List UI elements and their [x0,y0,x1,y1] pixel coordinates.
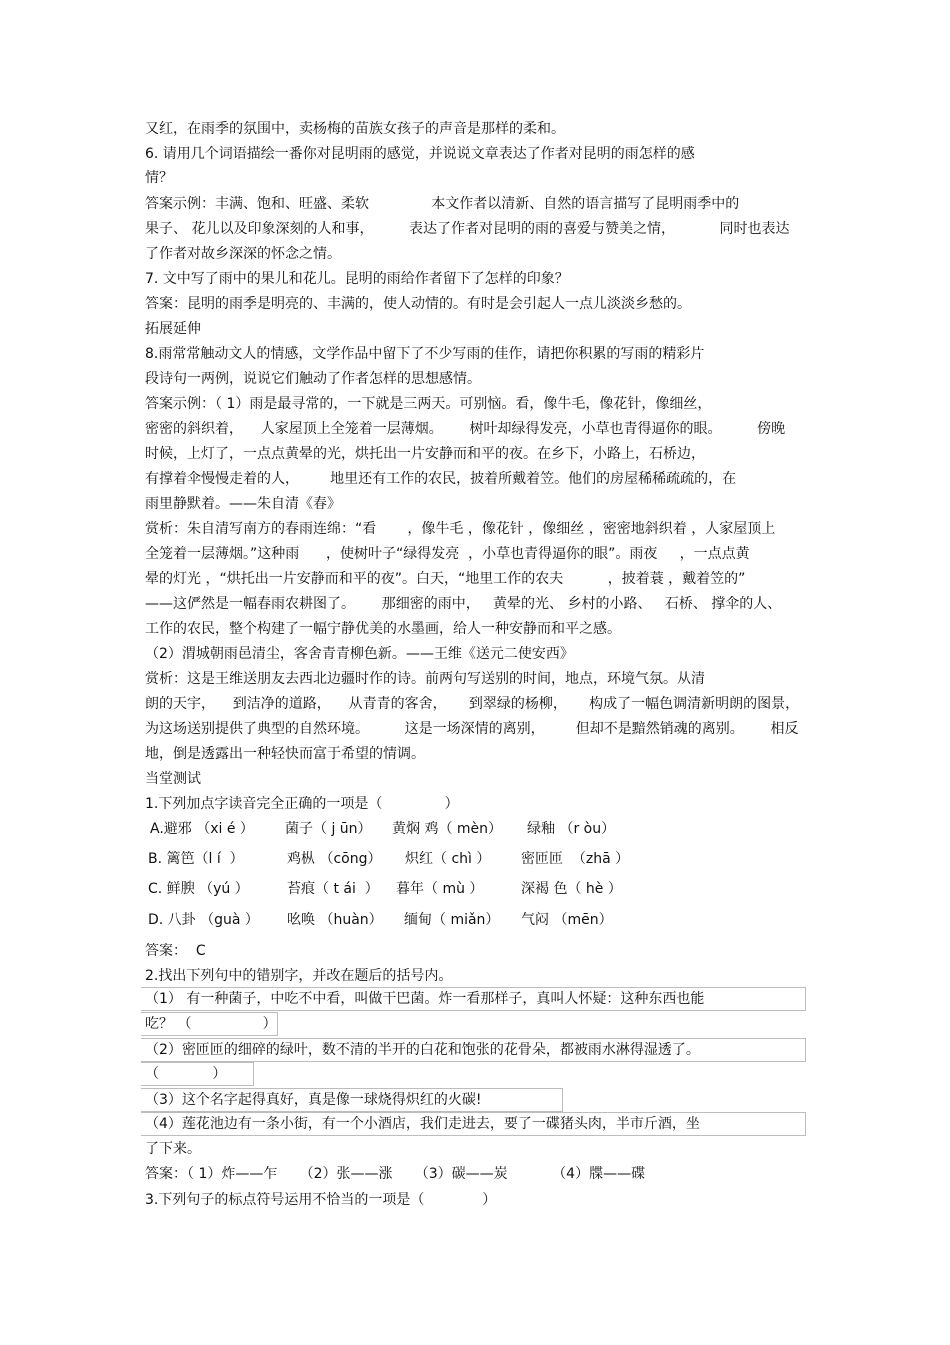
text-line: 时候，上灯了，一点点黄晕的光，烘托出一片安静而和平的夜。在乡下，小路上，石桥边， [145,446,705,462]
text-line: 全笼着一层薄烟。”这种雨 ，使树叶子“绿得发亮 ，小草也青得逼你的眼”。雨夜 ，一点点黄 [145,546,750,562]
appreciation-2: 赏析：这是王维送朋友去西北边疆时作的诗。前两句写送别的时间，地点，环境气氛。从清 [145,671,705,687]
option-c-item: 深褐 色（ hè ） [521,881,622,897]
text-line: 密密的斜织着， 人家屋顶上全笼着一层薄烟。 树叶却绿得发亮，小草也青得逼你的眼。 傍晚 [145,421,786,437]
option-a-item: 黄焖 鸡（ mèn） [392,821,503,837]
question-7: 7. 文中写了雨中的果儿和花儿。昆明的雨给作者留下了怎样的印象？ [145,271,569,287]
test-question-3: 3.下列句子的标点符号运用不恰当的一项是（ ） [145,1192,497,1208]
text-line: 了作者对故乡深深的怀念之情。 [145,246,341,262]
answer-test-2: 答案：（ 1）炸——乍 （2）张——涨 （3）碳——炭 （4）牒——碟 [145,1166,646,1182]
text-line: （ ） [145,1066,227,1082]
text-line: 又红，在雨季的氛围中，卖杨梅的苗族女孩子的声音是那样的柔和。 [145,121,565,137]
answer-7: 答案：昆明的雨季是明亮的、丰满的，使人动情的。有时是会引起人一点儿淡淡乡愁的。 [145,296,691,312]
appreciation-1: 赏析：朱自清写南方的春雨连绵：“看 ，像牛毛 ，像花针 ，像细丝 ，密密地斜织着 ，人家屋顶上 [145,521,776,537]
option-a-item: 菌子（ j ūn） [285,821,372,837]
option-d-item: 缅甸（ miǎn） [404,912,500,928]
sentence-3: （3）这个名字起得真好，真是像一球烧得炽红的火碳! [145,1092,482,1108]
option-d-item: 吆唤 （huàn） [287,912,383,928]
test-question-2: 2.找出下列句中的错别字，并改在题后的括号内。 [145,968,453,984]
answer-test-1: 答案： C [145,943,206,959]
option-c-item: 苔痕（ t ái ） [287,881,379,897]
option-b-item: B. 篱笆（l í ） [148,851,244,867]
text-line: 地，倒是透露出一种轻快而富于希望的情调。 [145,746,425,762]
poem-line: （2）渭城朝雨邑清尘，客舍青青柳色新。——王维《送元二使安西》 [145,646,574,662]
test-question-1: 1.下列加点字读音完全正确的一项是（ ） [145,796,459,812]
answer-6: 答案示例：丰满、饱和、旺盛、柔软 本文作者以清新、自然的语言描写了昆明雨季中的 [145,196,740,212]
question-6: 6. 请用几个词语描绘一番你对昆明雨的感觉，并说说文章表达了作者对昆明的雨怎样的感 [145,146,695,162]
option-a-item: A.避邪 （xi é ） [150,821,254,837]
option-b-item: 炽红（ chì ） [405,851,491,867]
text-line: 情？ [145,170,173,186]
text-line: 晕的灯光 ，“烘托出一片安静而和平的夜”。白天，“地里工作的农夫 ，披着蓑 ，戴着笠的” [145,571,746,587]
answer-8: 答案示例：（ 1）雨是最寻常的，一下就是三两天。可别恼。看，像牛毛，像花针，像细丝， [145,396,712,412]
text-line: 雨里静默着。——朱自清《春》 [145,496,341,512]
text-line: 吃？ （ ） [145,1016,277,1032]
section-heading: 当堂测试 [145,771,201,787]
text-line: 工作的农民，整个构建了一幅宁静优美的水墨画，给人一种安静而和平之感。 [145,621,621,637]
text-line: 果子、 花儿以及印象深刻的人和事， 表达了作者对昆明的雨的喜爱与赞美之情， 同时也表达 [145,221,790,237]
sentence-2: （2）密匝匝的细碎的绿叶，数不清的半开的白花和饱张的花骨朵，都被雨水淋得湿透了。 [145,1042,700,1058]
option-d-item: 气闷 （mēn） [521,912,613,928]
text-line: 为这场送别提供了典型的自然环境。 这是一场深情的离别， 但却不是黯然销魂的离别。 相反 [145,721,799,737]
section-heading: 拓展延伸 [145,321,201,337]
text-line: 有撑着伞慢慢走着的人， 地里还有工作的农民，披着所戴着笠。他们的房屋稀稀疏疏的，在 [145,471,737,487]
sentence-4: （4）莲花池边有一条小街，有一个小酒店，我们走进去，要了一碟猪头肉，半市斤酒，坐 [145,1116,700,1132]
option-d-item: D. 八卦 （guà ） [148,912,259,928]
option-c-item: 暮年（ mù ） [396,881,484,897]
option-a-item: 绿釉 （r òu） [527,821,616,837]
sentence-1: （1） 有一种菌子，中吃不中看，叫做干巴菌。炸一看那样子，真叫人怀疑：这种东西也能 [145,991,705,1007]
option-b-item: 鸡枞 （cōng） [287,851,382,867]
text-line: 段诗句一两例，说说它们触动了作者怎样的思想感情。 [145,371,481,387]
text-line: ——这俨然是一幅春雨农耕图了。 那细密的雨中， 黄晕的光、 乡村的小路、 石桥、 撑伞的人、 [145,596,782,612]
text-line: 了下来。 [145,1141,201,1157]
option-b-item: 密匝匝 （zhā ） [521,851,630,867]
question-8: 8.雨常常触动文人的情感，文学作品中留下了不少写雨的佳作，请把你积累的写雨的精彩片 [145,346,705,362]
option-c-item: C. 鲜腴 （yú ） [148,881,249,897]
text-line: 朗的天宇， 到洁净的道路， 从青青的客舍， 到翠绿的杨柳， 构成了一幅色调清新明朗的图景， [145,696,800,712]
